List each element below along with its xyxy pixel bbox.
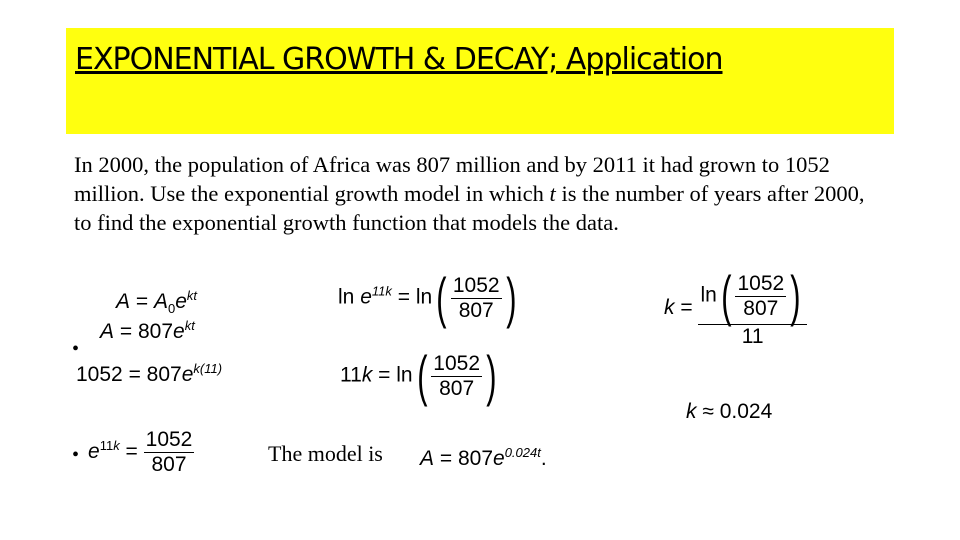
problem-text-2: is the number of years after 2000, to find the exponential growth function that models the data. [74, 181, 865, 235]
model-label: The model is [268, 441, 383, 466]
bullet-1: • [72, 338, 80, 360]
eq-k-approx: k ≈ 0.024 [686, 400, 773, 423]
problem-text-1: In 2000, the population of Africa was 807 million and by 2011 it had grown to 1052 million. Use the exponential growth model in which [74, 152, 830, 206]
eq-model-807: $A = 807e^{kt}$ [100, 318, 195, 343]
eq-simplified: 11k = ln( $\frac{1052}{807}$ ) [340, 344, 497, 407]
eq-general-model: $A = A_0e^{kt}$ [116, 288, 198, 316]
eq-solve-k: k = ln( $\frac{1052}{807}$ ) 11 [664, 268, 807, 349]
slide-title: EXPONENTIAL GROWTH & DECAY; Application [75, 42, 723, 77]
eq-substitute: $1052 = 807e^{k(11)}$ [76, 361, 223, 386]
eq-final-model: $A = 807e^{0.024t}$. [420, 445, 547, 470]
eq-take-ln: $\ln e^{11k} = \ln$( $\frac{1052}{807}$ ) [338, 266, 517, 329]
problem-statement [74, 150, 884, 237]
problem-var-t: t [549, 181, 556, 206]
eq-isolate-exponential: $e^{11k}$ = $\frac{1052}{807}$ [88, 428, 193, 476]
bullet-2: • [72, 444, 80, 466]
